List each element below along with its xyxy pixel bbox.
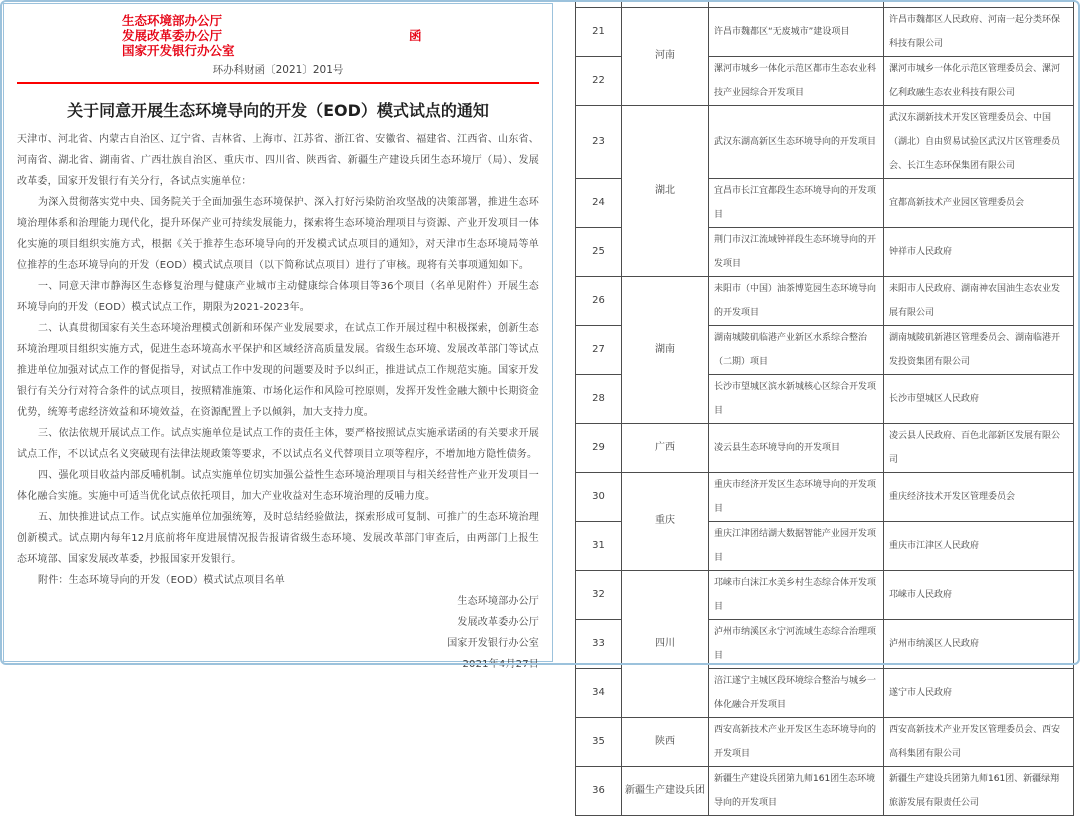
project-name-cell: 宜昌市长江宜都段生态环境导向的开发项目 (709, 178, 884, 227)
row-number-cell: 29 (576, 423, 622, 472)
province-cell (622, 0, 709, 7)
project-table (575, 0, 1074, 816)
province-cell: 河南 (622, 7, 709, 105)
row-number-cell: 22 (576, 56, 622, 105)
project-name-cell (709, 0, 884, 7)
province-cell: 重庆 (622, 472, 709, 570)
row-number-cell: 24 (576, 178, 622, 227)
document-paragraph: 天津市、河北省、内蒙古自治区、辽宁省、吉林省、上海市、江苏省、浙江省、安徽省、福建省、江西省、山东省、河南省、湖北省、湖南省、广西壮族自治区、重庆市、四川省、陕西省、新疆生产建设兵团生态环境厅（局）、发展改革委，国家开发银行有关分行，各试点实施单位： (17, 134, 539, 187)
province-cell: 四川 (622, 570, 709, 717)
document-title: 关于同意开展生态环境导向的开发（EOD）模式试点的通知 (67, 101, 489, 120)
implementing-unit-cell (884, 0, 1074, 7)
row-number-cell: 31 (576, 521, 622, 570)
implementing-unit-cell: 重庆市江津区人民政府 (884, 521, 1074, 570)
project-name-cell: 新疆生产建设兵团第九师161团生态环境导向的开发项目 (709, 766, 884, 815)
implementing-unit-cell: 重庆经济技术开发区管理委员会 (884, 472, 1074, 521)
row-number-cell: 33 (576, 619, 622, 668)
document-body (17, 129, 539, 591)
project-name-cell: 重庆市经济开发区生态环境导向的开发项目 (709, 472, 884, 521)
implementing-unit-cell: 泸州市纳溪区人民政府 (884, 619, 1074, 668)
implementing-unit-cell: 宜都高新技术产业园区管理委员会 (884, 178, 1074, 227)
document-header (122, 13, 539, 58)
row-number-cell: 34 (576, 668, 622, 717)
row-number-cell: 32 (576, 570, 622, 619)
red-divider (17, 82, 539, 84)
table-row (576, 766, 1074, 815)
signature-line: 生态环境部办公厅 (457, 596, 539, 607)
province-cell: 广西 (622, 423, 709, 472)
row-number-cell: 36 (576, 766, 622, 815)
implementing-unit-cell: 耒阳市人民政府、湖南神农国油生态农业发展有限公司 (884, 276, 1074, 325)
row-number-cell (576, 0, 622, 7)
row-number-cell: 26 (576, 276, 622, 325)
row-number-cell: 21 (576, 7, 622, 56)
document-paragraph: 一、同意天津市静海区生态修复治理与健康产业城市主动健康综合体项目等36个项目（名单见附件）开展生态环境导向的开发（EOD）模式试点工作，期限为2021-2023年。 (17, 281, 539, 313)
project-name-cell: 重庆江津团结湖大数据智能产业园开发项目 (709, 521, 884, 570)
project-name-cell: 邛崃市白沫江水美乡村生态综合体开发项目 (709, 570, 884, 619)
signature-block (17, 591, 539, 675)
cutoff-row (576, 0, 1074, 7)
implementing-unit-cell: 湖南城陵矶新港区管理委员会、湖南临港开发投资集团有限公司 (884, 325, 1074, 374)
implementing-unit-cell: 凌云县人民政府、百色北部新区发展有限公司 (884, 423, 1074, 472)
document-paragraph: 三、依法依规开展试点工作。试点实施单位是试点工作的责任主体，要严格按照试点实施承诺函的有关要求开展试点工作，不以试点名义突破现有法律法规政策等要求，不以试点名义代替项目立项等程序，不增加地方隐性债务。 (17, 428, 539, 460)
row-number-cell: 35 (576, 717, 622, 766)
implementing-unit-cell: 许昌市魏都区人民政府、河南一起分类环保科技有限公司 (884, 7, 1074, 56)
project-name-cell: 许昌市魏都区“无废城市”建设项目 (709, 7, 884, 56)
project-name-cell: 西安高新技术产业开发区生态环境导向的开发项目 (709, 717, 884, 766)
province-cell: 新疆生产建设兵团 (622, 766, 709, 815)
row-number-cell: 28 (576, 374, 622, 423)
document-paragraph: 为深入贯彻落实党中央、国务院关于全面加强生态环境保护、深入打好污染防治攻坚战的决策部署，推进生态环境治理体系和治理能力现代化，提升环保产业可持续发展能力，探索将生态环境治理项目与资源、产业开发项目一体化实施的项目组织实施方式，根据《关于推荐生态环境导向的开发模式试点项目的通知》，对天津市生态环境局等单位推荐的生态环境导向的开发（EOD）模式试点项目（以下简称试点项目）进行了审核。现将有关事项通知如下。 (17, 197, 539, 271)
project-name-cell: 湖南城陵矶临港产业新区水系综合整治（二期）项目 (709, 325, 884, 374)
implementing-unit-cell: 武汉东湖新技术开发区管理委员会、中国（湖北）自由贸易试验区武汉片区管理委员会、长江生态环保集团有限公司 (884, 105, 1074, 178)
document-paragraph: 附件：生态环境导向的开发（EOD）模式试点项目名单 (38, 575, 285, 586)
row-number-cell: 23 (576, 105, 622, 178)
issuer-line: 国家开发银行办公室 (122, 43, 235, 58)
doc-type-label: 函 (409, 28, 422, 43)
signature-date: 2021年4月27日 (462, 659, 539, 670)
table-row (576, 570, 1074, 619)
document-paragraph: 五、加快推进试点工作。试点实施单位加强统筹，及时总结经验做法，探索形成可复制、可推广的生态环境治理创新模式。试点期内每年12月底前将年度进展情况报告报请省级生态环境、发展改革部门审查后，由两部门上报生态环境部、国家发展改革委，抄报国家开发银行。 (17, 512, 539, 565)
project-name-cell: 长沙市望城区滨水新城核心区综合开发项目 (709, 374, 884, 423)
implementing-unit-cell: 新疆生产建设兵团第九师161团、新疆绿翔旅游发展有限责任公司 (884, 766, 1074, 815)
table-row (576, 472, 1074, 521)
document-paragraph: 四、强化项目收益内部反哺机制。试点实施单位切实加强公益性生态环境治理项目与相关经营性产业开发项目一体化融合实施。实施中可适当优化试点依托项目，加大产业收益对生态环境治理的反哺力度。 (17, 470, 539, 502)
implementing-unit-cell: 漯河市城乡一体化示范区管理委员会、漯河亿利政融生态农业科技有限公司 (884, 56, 1074, 105)
document-number: 环办科财函〔2021〕201号 (212, 64, 344, 76)
implementing-unit-cell: 长沙市望城区人民政府 (884, 374, 1074, 423)
implementing-unit-cell: 西安高新技术产业开发区管理委员会、西安高科集团有限公司 (884, 717, 1074, 766)
project-list-panel (575, 0, 1074, 808)
project-name-cell: 耒阳市（中国）油茶博览园生态环境导向的开发项目 (709, 276, 884, 325)
issuer-lines (122, 13, 539, 58)
signature-line: 国家开发银行办公室 (447, 638, 539, 649)
table-row (576, 105, 1074, 178)
signature-line: 发展改革委办公厅 (457, 617, 539, 628)
table-row (576, 276, 1074, 325)
row-number-cell: 27 (576, 325, 622, 374)
project-table-body (576, 0, 1074, 815)
province-cell: 湖北 (622, 105, 709, 276)
implementing-unit-cell: 遂宁市人民政府 (884, 668, 1074, 717)
document-paragraph: 二、认真贯彻国家有关生态环境治理模式创新和环保产业发展要求，在试点工作开展过程中积极探索，创新生态环境治理项目组织实施方式，促进生态环境高水平保护和区域经济高质量发展。省级生态环境、发展改革部门等试点推进单位加强对试点工作的督促指导，对试点工作中发现的问题要及时予以纠正，推进试点工作规范实施。国家开发银行有关分行对符合条件的试点项目，按照精准施策、市场化运作和风险可控原则，发挥开发性金融大额中长期资金优势，统筹考虑经济效益和环境效益，在资源配置上予以倾斜，加大支持力度。 (17, 323, 539, 418)
project-name-cell: 漯河市城乡一体化示范区都市生态农业科技产业园综合开发项目 (709, 56, 884, 105)
project-name-cell: 武汉东湖高新区生态环境导向的开发项目 (709, 105, 884, 178)
table-row (576, 7, 1074, 56)
table-row (576, 717, 1074, 766)
implementing-unit-cell: 邛崃市人民政府 (884, 570, 1074, 619)
issuer-line: 生态环境部办公厅 (122, 13, 223, 28)
project-name-cell: 荆门市汉江流域钟祥段生态环境导向的开发项目 (709, 227, 884, 276)
issuer-line: 发展改革委办公厅 (122, 28, 223, 43)
implementing-unit-cell: 钟祥市人民政府 (884, 227, 1074, 276)
row-number-cell: 30 (576, 472, 622, 521)
notice-document-panel (3, 3, 553, 670)
project-name-cell: 泸州市纳溪区永宁河流域生态综合治理项目 (709, 619, 884, 668)
project-name-cell: 涪江遂宁主城区段环境综合整治与城乡一体化融合开发项目 (709, 668, 884, 717)
table-row (576, 423, 1074, 472)
row-number-cell: 25 (576, 227, 622, 276)
project-name-cell: 凌云县生态环境导向的开发项目 (709, 423, 884, 472)
province-cell: 陕西 (622, 717, 709, 766)
province-cell: 湖南 (622, 276, 709, 423)
